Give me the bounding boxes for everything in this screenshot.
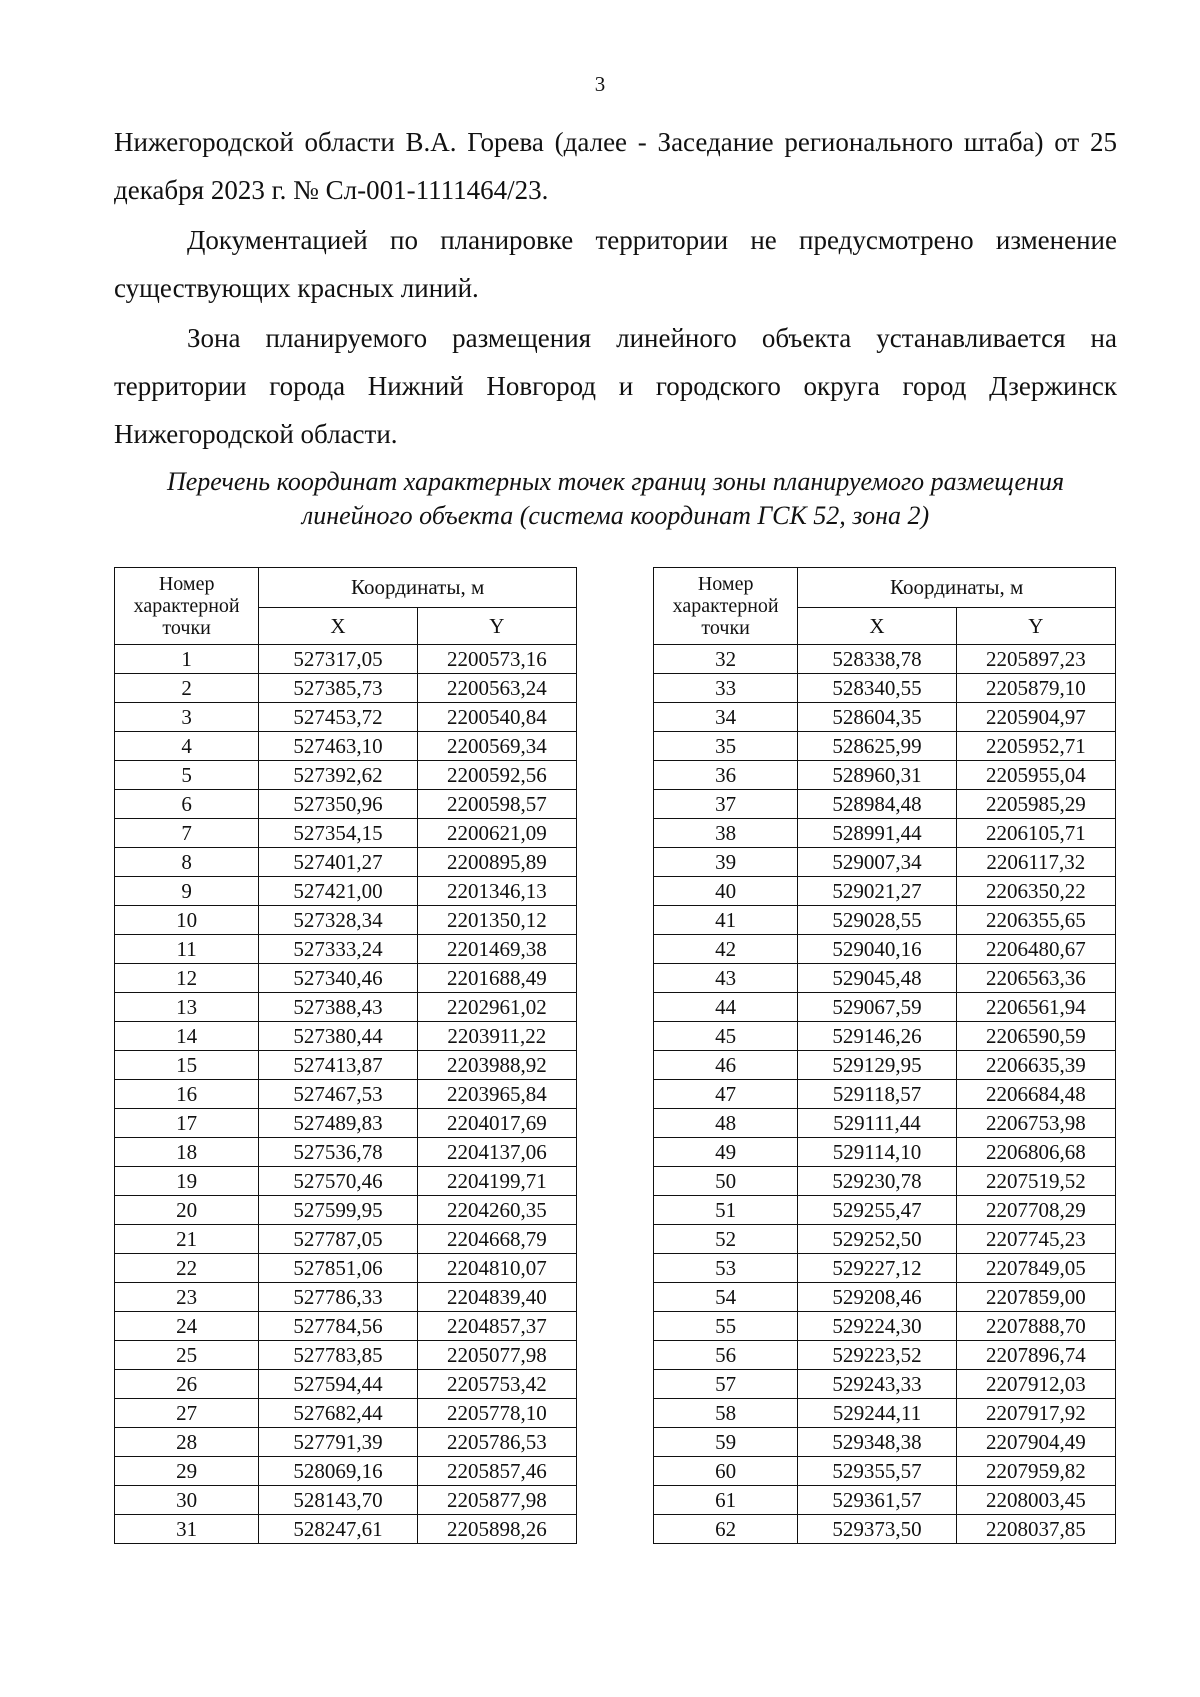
table-row: [654, 964, 1116, 993]
cell-y: 2200895,89: [417, 848, 576, 877]
cell-x: 527570,46: [259, 1167, 417, 1196]
cell-point-number: 61: [654, 1486, 798, 1515]
cell-x: 527328,34: [259, 906, 417, 935]
cell-y: 2203911,22: [417, 1022, 576, 1051]
cell-x: 527413,87: [259, 1051, 417, 1080]
cell-point-number: 7: [115, 819, 259, 848]
cell-x: 529208,46: [798, 1283, 956, 1312]
cell-y: 2204839,40: [417, 1283, 576, 1312]
table-row: [654, 761, 1116, 790]
table-row: [115, 1254, 577, 1283]
cell-y: 2206480,67: [956, 935, 1115, 964]
cell-point-number: 27: [115, 1399, 259, 1428]
cell-x: 529146,26: [798, 1022, 956, 1051]
cell-point-number: 37: [654, 790, 798, 819]
table-row: [654, 732, 1116, 761]
table-row: [654, 1022, 1116, 1051]
cell-x: 527489,83: [259, 1109, 417, 1138]
cell-point-number: 14: [115, 1022, 259, 1051]
cell-point-number: 46: [654, 1051, 798, 1080]
cell-y: 2208037,85: [956, 1515, 1115, 1544]
table-row: [115, 761, 577, 790]
table-row: [654, 906, 1116, 935]
cell-x: 528991,44: [798, 819, 956, 848]
table-row: [654, 1399, 1116, 1428]
table-row: [115, 848, 577, 877]
table-row: [115, 1051, 577, 1080]
cell-x: 528604,35: [798, 703, 956, 732]
table-row: [115, 1080, 577, 1109]
cell-y: 2205778,10: [417, 1399, 576, 1428]
cell-x: 527786,33: [259, 1283, 417, 1312]
cell-y: 2205897,23: [956, 645, 1115, 674]
table-row: [654, 674, 1116, 703]
table-row: [654, 1341, 1116, 1370]
cell-x: 527401,27: [259, 848, 417, 877]
cell-x: 529348,38: [798, 1428, 956, 1457]
cell-x: 529118,57: [798, 1080, 956, 1109]
cell-point-number: 38: [654, 819, 798, 848]
cell-x: 527682,44: [259, 1399, 417, 1428]
cell-x: 529230,78: [798, 1167, 956, 1196]
table-row: [115, 1428, 577, 1457]
table-row: [115, 1399, 577, 1428]
cell-y: 2207849,05: [956, 1254, 1115, 1283]
cell-y: 2205857,46: [417, 1457, 576, 1486]
cell-y: 2207904,49: [956, 1428, 1115, 1457]
cell-point-number: 12: [115, 964, 259, 993]
table-row: [654, 1167, 1116, 1196]
cell-y: 2206753,98: [956, 1109, 1115, 1138]
cell-point-number: 51: [654, 1196, 798, 1225]
cell-x: 529227,12: [798, 1254, 956, 1283]
table-row: [654, 703, 1116, 732]
cell-point-number: 10: [115, 906, 259, 935]
table-row: [115, 732, 577, 761]
cell-point-number: 15: [115, 1051, 259, 1080]
paragraph-2: Документацией по планировке территории не предусмотрено изменение существующих красных линий.: [114, 225, 1117, 303]
cell-x: 529355,57: [798, 1457, 956, 1486]
cell-y: 2207912,03: [956, 1370, 1115, 1399]
cell-point-number: 26: [115, 1370, 259, 1399]
cell-x: 527421,00: [259, 877, 417, 906]
table-row: [654, 819, 1116, 848]
table-row: [115, 790, 577, 819]
table-row: [654, 1312, 1116, 1341]
table-row: [115, 1370, 577, 1399]
table-row: [654, 877, 1116, 906]
table-row: [654, 1138, 1116, 1167]
cell-point-number: 30: [115, 1486, 259, 1515]
cell-y: 2206635,39: [956, 1051, 1115, 1080]
cell-point-number: 20: [115, 1196, 259, 1225]
cell-x: 528625,99: [798, 732, 956, 761]
cell-x: 529040,16: [798, 935, 956, 964]
cell-y: 2206105,71: [956, 819, 1115, 848]
caption-line-2: линейного объекта (система координат ГСК 52, зона 2): [301, 501, 930, 530]
table-body-right: [654, 645, 1116, 1544]
cell-x: 527354,15: [259, 819, 417, 848]
cell-x: 527536,78: [259, 1138, 417, 1167]
cell-point-number: 45: [654, 1022, 798, 1051]
cell-y: 2206350,22: [956, 877, 1115, 906]
table-body-left: [115, 645, 577, 1544]
cell-point-number: 23: [115, 1283, 259, 1312]
cell-x: 527333,24: [259, 935, 417, 964]
cell-y: 2202961,02: [417, 993, 576, 1022]
table-row: [654, 1457, 1116, 1486]
table-row: [115, 1109, 577, 1138]
cell-x: 527380,44: [259, 1022, 417, 1051]
cell-x: 527851,06: [259, 1254, 417, 1283]
cell-y: 2205786,53: [417, 1428, 576, 1457]
cell-y: 2204810,07: [417, 1254, 576, 1283]
table-row: [115, 1457, 577, 1486]
cell-y: 2205753,42: [417, 1370, 576, 1399]
header-x: X: [259, 607, 417, 645]
table-row: [115, 964, 577, 993]
cell-y: 2204668,79: [417, 1225, 576, 1254]
cell-x: 528984,48: [798, 790, 956, 819]
cell-x: 527340,46: [259, 964, 417, 993]
cell-point-number: 9: [115, 877, 259, 906]
cell-x: 527385,73: [259, 674, 417, 703]
cell-point-number: 4: [115, 732, 259, 761]
cell-point-number: 3: [115, 703, 259, 732]
cell-y: 2204137,06: [417, 1138, 576, 1167]
cell-x: 529045,48: [798, 964, 956, 993]
table-row: [115, 906, 577, 935]
cell-point-number: 49: [654, 1138, 798, 1167]
cell-y: 2205904,97: [956, 703, 1115, 732]
cell-x: 529252,50: [798, 1225, 956, 1254]
header-y: Y: [956, 607, 1115, 645]
cell-y: 2200573,16: [417, 645, 576, 674]
table-row: [115, 1515, 577, 1544]
table-row: [115, 1225, 577, 1254]
table-row: [115, 1312, 577, 1341]
cell-point-number: 58: [654, 1399, 798, 1428]
cell-point-number: 22: [115, 1254, 259, 1283]
cell-y: 2207959,82: [956, 1457, 1115, 1486]
cell-y: 2200598,57: [417, 790, 576, 819]
cell-y: 2205985,29: [956, 790, 1115, 819]
header-point-number: Номер характерной точки: [654, 568, 798, 645]
cell-y: 2200569,34: [417, 732, 576, 761]
cell-point-number: 16: [115, 1080, 259, 1109]
cell-y: 2204857,37: [417, 1312, 576, 1341]
cell-x: 528340,55: [798, 674, 956, 703]
cell-y: 2206563,36: [956, 964, 1115, 993]
table-row: [654, 645, 1116, 674]
cell-x: 529373,50: [798, 1515, 956, 1544]
cell-x: 527784,56: [259, 1312, 417, 1341]
caption-line-1: Перечень координат характерных точек границ зоны планируемого размещения: [166, 467, 1065, 496]
cell-x: 527317,05: [259, 645, 417, 674]
cell-point-number: 17: [115, 1109, 259, 1138]
cell-point-number: 18: [115, 1138, 259, 1167]
table-row: [115, 877, 577, 906]
cell-x: 529243,33: [798, 1370, 956, 1399]
cell-x: 527388,43: [259, 993, 417, 1022]
cell-x: 529067,59: [798, 993, 956, 1022]
cell-x: 529028,55: [798, 906, 956, 935]
table-row: [654, 1370, 1116, 1399]
table-row: [115, 1196, 577, 1225]
cell-point-number: 53: [654, 1254, 798, 1283]
cell-y: 2201346,13: [417, 877, 576, 906]
cell-point-number: 56: [654, 1341, 798, 1370]
cell-point-number: 8: [115, 848, 259, 877]
cell-point-number: 48: [654, 1109, 798, 1138]
table-row: [654, 1080, 1116, 1109]
cell-y: 2205077,98: [417, 1341, 576, 1370]
cell-y: 2201350,12: [417, 906, 576, 935]
table-row: [654, 1196, 1116, 1225]
cell-point-number: 13: [115, 993, 259, 1022]
cell-point-number: 57: [654, 1370, 798, 1399]
cell-y: 2201469,38: [417, 935, 576, 964]
cell-x: 527599,95: [259, 1196, 417, 1225]
table-row: [654, 1283, 1116, 1312]
cell-x: 529111,44: [798, 1109, 956, 1138]
cell-x: 529129,95: [798, 1051, 956, 1080]
cell-point-number: 21: [115, 1225, 259, 1254]
cell-y: 2208003,45: [956, 1486, 1115, 1515]
cell-y: 2206355,65: [956, 906, 1115, 935]
table-row: [115, 993, 577, 1022]
cell-y: 2204199,71: [417, 1167, 576, 1196]
cell-point-number: 62: [654, 1515, 798, 1544]
cell-y: 2207519,52: [956, 1167, 1115, 1196]
cell-point-number: 31: [115, 1515, 259, 1544]
cell-y: 2205898,26: [417, 1515, 576, 1544]
table-row: [654, 1486, 1116, 1515]
cell-y: 2207745,23: [956, 1225, 1115, 1254]
table-row: [115, 1486, 577, 1515]
cell-x: 527463,10: [259, 732, 417, 761]
table-row: [115, 1341, 577, 1370]
cell-x: 529007,34: [798, 848, 956, 877]
cell-x: 528338,78: [798, 645, 956, 674]
table-caption: [114, 465, 1117, 533]
paragraph-1: Нижегородской области В.А. Горева (далее - Заседание регионального штаба) от 25 декабря 2023 г. № Сл-001-1111464/23.: [114, 127, 1117, 205]
table-row: [654, 1109, 1116, 1138]
cell-x: 528247,61: [259, 1515, 417, 1544]
cell-x: 527594,44: [259, 1370, 417, 1399]
cell-point-number: 42: [654, 935, 798, 964]
cell-x: 529244,11: [798, 1399, 956, 1428]
cell-x: 528960,31: [798, 761, 956, 790]
cell-point-number: 35: [654, 732, 798, 761]
cell-x: 529021,27: [798, 877, 956, 906]
table-row: [115, 645, 577, 674]
table-row: [654, 935, 1116, 964]
cell-x: 528143,70: [259, 1486, 417, 1515]
table-row: [115, 703, 577, 732]
page-number: 3: [594, 72, 606, 96]
table-row: [654, 993, 1116, 1022]
table-row: [115, 1022, 577, 1051]
cell-y: 2206806,68: [956, 1138, 1115, 1167]
cell-point-number: 59: [654, 1428, 798, 1457]
cell-point-number: 50: [654, 1167, 798, 1196]
cell-y: 2206561,94: [956, 993, 1115, 1022]
cell-point-number: 34: [654, 703, 798, 732]
table-row: [115, 1283, 577, 1312]
cell-y: 2200592,56: [417, 761, 576, 790]
cell-x: 527791,39: [259, 1428, 417, 1457]
cell-y: 2207708,29: [956, 1196, 1115, 1225]
cell-point-number: 52: [654, 1225, 798, 1254]
cell-x: 529224,30: [798, 1312, 956, 1341]
paragraph-3: Зона планируемого размещения линейного объекта устанавливается на территории города Нижний Новгород и городского округа город Дзержинск Нижегородской области.: [114, 323, 1117, 449]
header-coordinates: Координаты, м: [798, 568, 1116, 608]
cell-point-number: 60: [654, 1457, 798, 1486]
cell-x: 527467,53: [259, 1080, 417, 1109]
cell-y: 2205879,10: [956, 674, 1115, 703]
table-row: [654, 790, 1116, 819]
table-row: [115, 935, 577, 964]
header-x: X: [798, 607, 956, 645]
cell-y: 2203988,92: [417, 1051, 576, 1080]
cell-x: 527783,85: [259, 1341, 417, 1370]
cell-point-number: 41: [654, 906, 798, 935]
table-row: [654, 1225, 1116, 1254]
cell-x: 529255,47: [798, 1196, 956, 1225]
cell-x: 529361,57: [798, 1486, 956, 1515]
table-row: [115, 674, 577, 703]
header-point-number: Номер характерной точки: [115, 568, 259, 645]
cell-point-number: 29: [115, 1457, 259, 1486]
cell-y: 2200540,84: [417, 703, 576, 732]
table-row: [654, 848, 1116, 877]
cell-y: 2207859,00: [956, 1283, 1115, 1312]
cell-point-number: 19: [115, 1167, 259, 1196]
cell-point-number: 32: [654, 645, 798, 674]
cell-x: 527350,96: [259, 790, 417, 819]
cell-y: 2201688,49: [417, 964, 576, 993]
cell-x: 527787,05: [259, 1225, 417, 1254]
table-row: [654, 1254, 1116, 1283]
cell-y: 2207896,74: [956, 1341, 1115, 1370]
cell-y: 2204260,35: [417, 1196, 576, 1225]
cell-point-number: 36: [654, 761, 798, 790]
cell-point-number: 6: [115, 790, 259, 819]
cell-y: 2205952,71: [956, 732, 1115, 761]
cell-point-number: 55: [654, 1312, 798, 1341]
cell-y: 2207917,92: [956, 1399, 1115, 1428]
cell-y: 2200563,24: [417, 674, 576, 703]
table-row: [654, 1051, 1116, 1080]
table-row: [115, 1138, 577, 1167]
cell-point-number: 1: [115, 645, 259, 674]
cell-point-number: 33: [654, 674, 798, 703]
cell-y: 2203965,84: [417, 1080, 576, 1109]
header-coordinates: Координаты, м: [259, 568, 577, 608]
coordinates-table-left: [114, 567, 577, 1544]
cell-y: 2207888,70: [956, 1312, 1115, 1341]
cell-point-number: 47: [654, 1080, 798, 1109]
cell-point-number: 40: [654, 877, 798, 906]
cell-point-number: 39: [654, 848, 798, 877]
cell-point-number: 28: [115, 1428, 259, 1457]
cell-point-number: 5: [115, 761, 259, 790]
cell-point-number: 44: [654, 993, 798, 1022]
cell-point-number: 24: [115, 1312, 259, 1341]
cell-x: 529114,10: [798, 1138, 956, 1167]
cell-y: 2204017,69: [417, 1109, 576, 1138]
cell-y: 2205877,98: [417, 1486, 576, 1515]
cell-y: 2200621,09: [417, 819, 576, 848]
table-row: [115, 1167, 577, 1196]
table-row: [654, 1428, 1116, 1457]
table-row: [654, 1515, 1116, 1544]
cell-y: 2205955,04: [956, 761, 1115, 790]
cell-point-number: 2: [115, 674, 259, 703]
cell-y: 2206590,59: [956, 1022, 1115, 1051]
cell-x: 528069,16: [259, 1457, 417, 1486]
cell-y: 2206117,32: [956, 848, 1115, 877]
cell-x: 529223,52: [798, 1341, 956, 1370]
cell-point-number: 54: [654, 1283, 798, 1312]
cell-x: 527392,62: [259, 761, 417, 790]
table-row: [115, 819, 577, 848]
cell-x: 527453,72: [259, 703, 417, 732]
coordinates-table-right: [653, 567, 1116, 1544]
cell-point-number: 25: [115, 1341, 259, 1370]
cell-point-number: 11: [115, 935, 259, 964]
header-y: Y: [417, 607, 576, 645]
cell-y: 2206684,48: [956, 1080, 1115, 1109]
cell-point-number: 43: [654, 964, 798, 993]
